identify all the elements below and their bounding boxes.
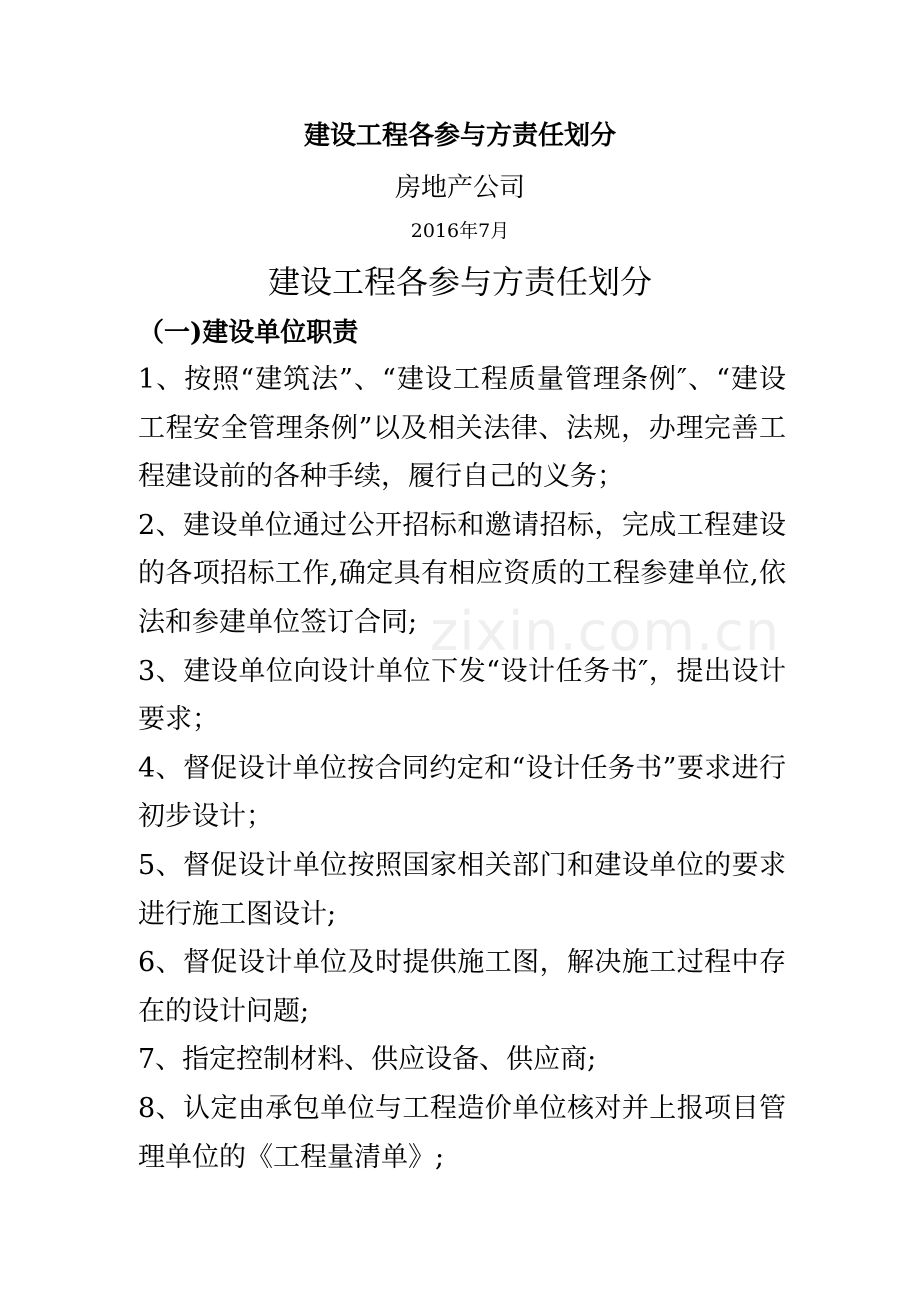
list-item: 3、建设单位向设计单位下发“设计任务书″，提出设计要求； [138, 655, 786, 736]
list-item: 5、督促设计单位按照国家相关部门和建设单位的要求进行施工图设计; [138, 849, 786, 930]
company-name: 房地产公司 [394, 173, 525, 203]
watermark: zixin.com.cn [430, 600, 781, 663]
main-title: 建设工程各参与方责任划分 [267, 263, 652, 301]
section-heading: （一)建设单位职责 [138, 318, 359, 348]
list-item: 8、认定由承包单位与工程造价单位核对并上报项目管理单位的《工程量清单》; [138, 1092, 786, 1173]
list-item: 7、指定控制材料、供应设备、供应商; [138, 1044, 597, 1076]
list-item: 4、督促设计单位按合同约定和“设计任务书”要求进行初步设计； [138, 752, 786, 833]
responsibility-list [138, 356, 786, 1182]
document-title: 建设工程各参与方责任划分 [303, 121, 616, 151]
list-item: 1、按照“建筑法”、“建设工程质量管理条例″、“建设工程安全管理条例”以及相关法律、法规，办理完善工程建设前的各种手续，履行自己的义务； [138, 364, 786, 493]
list-item: 2、建设单位通过公开招标和邀请招标，完成工程建设的各项招标工作,确定具有相应资质的工程参建单位,依法和参建单位签订合同; [138, 509, 786, 638]
list-item: 6、督促设计单位及时提供施工图，解决施工过程中存在的设计问题; [138, 947, 786, 1027]
document-date: 2016年7月 [410, 220, 510, 242]
